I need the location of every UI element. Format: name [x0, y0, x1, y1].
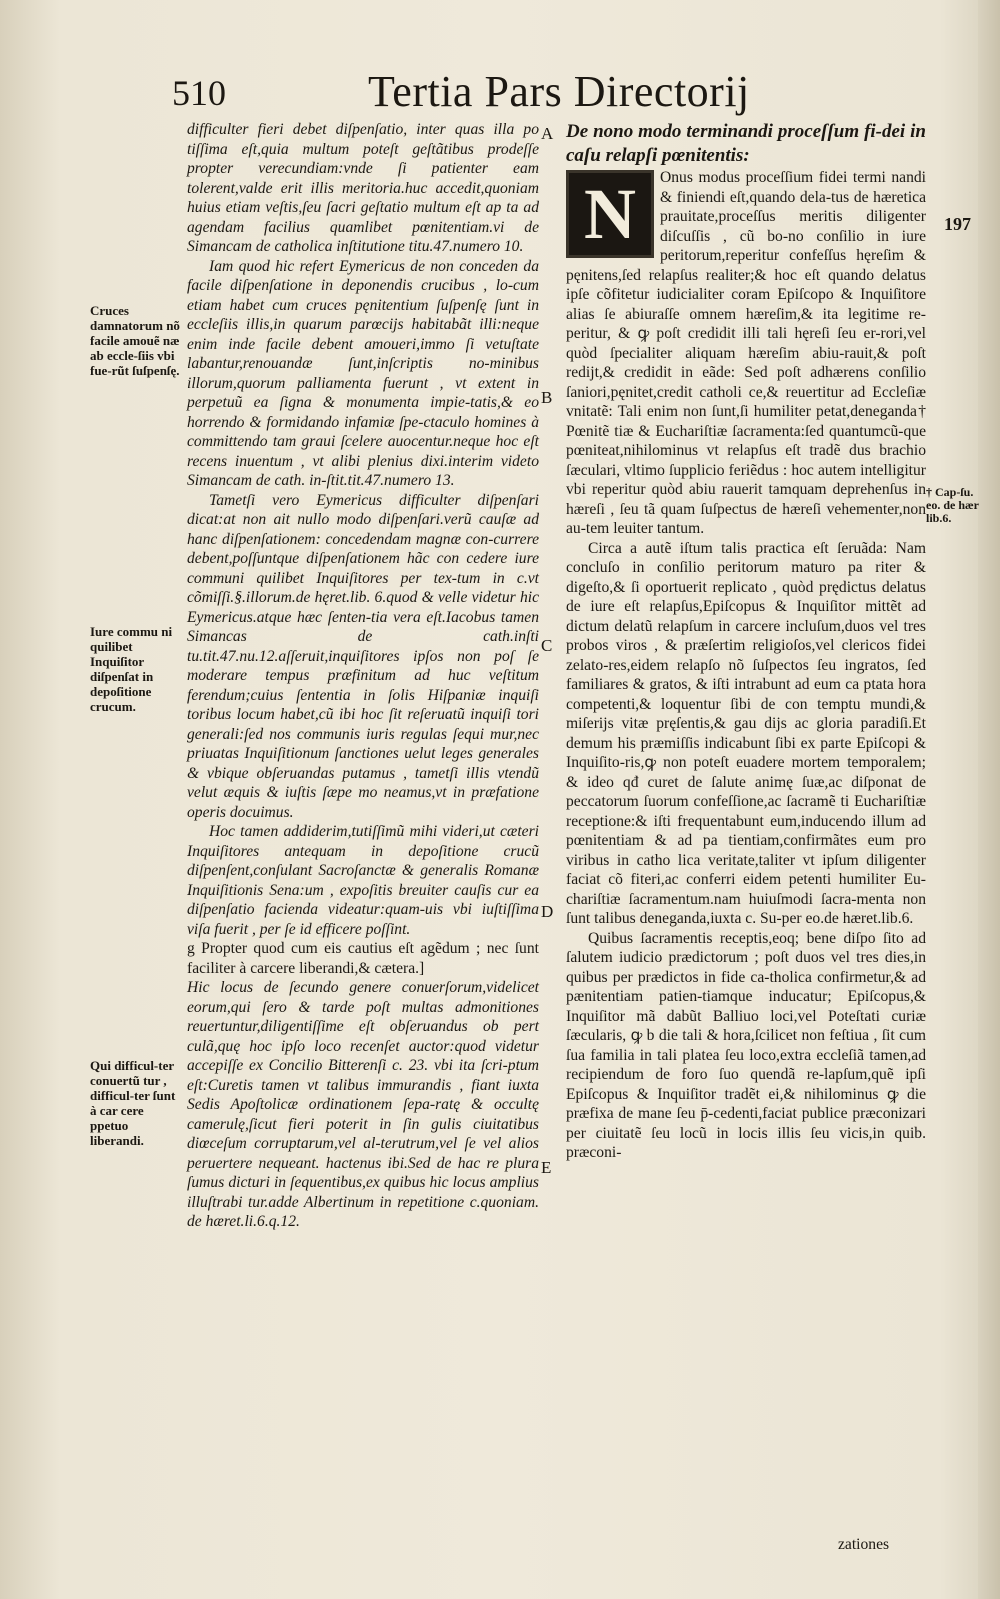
left-column — [187, 120, 539, 1232]
right-paragraph-1: Onus modus proceſſium fidei termi nandi & finiendi eſt,quando dela-tus de hæretica prauitate,proceſſus meritis diligenter diſcuſſis , cũ bo-no conſilio in iure peritorum,reperitur confeſſus hęreſim & pęnitens,ſed relapſus realiter;& hoc eſt quando delatus ipſe cõfitetur iudicialiter coram Epiſcopo & Inquiſitore alias ſe abiuraſſe omnem hæreſim,& ita legitime re-peritur, & ꝙ poſt credidit illi tali hęreſi ſeu er-rori,vel quòd ſpecialiter aliquam hæreſim abiu-rauit,& poſt redijt,& credidit in eãde: Sed poſt adhærens conſilio ſaniori,pęnitet,credit catholi ce,& reuertitur ad Eccleſiæ vnitatẽ: Tali enim non ſunt,ſi humiliter petat,deneganda† Pœnitẽ tiæ & Euchariſtiæ ſacramenta:ſed quantumcũ-que pœniteat,nihilominus vt relapſus eſt tradẽ dus brachio ſæculari, vltimo ſupplicio feriẽdus : hoc autem intelligitur vbi reperitur quòd abiu rauerit tamquam deprehenſus in hæreſi , ſeu tã quam ſuſpectus de hæreſi vehementer,non au-tem leuiter tantum. — [566, 169, 926, 537]
margin-note-iure-communi: Iure commu ni quilibet Inquiſitor diſpenſat in depoſitione crucum. — [90, 624, 173, 714]
dropcap-initial: N — [566, 170, 654, 258]
left-paragraph-4: Hoc tamen addiderim,tutiſſimũ mihi videri,ut cæteri Inquiſitores antequam in depoſitione crucũ diſpenſent,conſulant Sacroſanctæ & generalis Romanæ Inquiſitionis Sena:um , expoſitis breuiter cauſis cur ea diſpenſatio facienda videatur:quam-uis vbi iuſtiſſima viſa fuerit , per ſe id efficere poſſint. — [187, 823, 539, 938]
left-paragraph-1: difficulter fieri debet diſpenſatio, inter quas illa po tiſſima eſt,quia multum poteſt geſtãtibus prodeſſe propter verecundiam:vnde ſi patienter eam tolerent,valde erit illis meritoria.huc accedit,quoniam huius etiam veſtis,ſeu ſacri geſtatio multum eſt ap ta ad agendam facilius quamlibet pœnitentiam.vi de Simancam de catholica inſtitutione titu.47.numero 10. — [187, 121, 539, 255]
catchword: zationes — [838, 1536, 890, 1553]
margin-note-right: † Cap-ſu. eo. de hær lib.6. — [926, 485, 979, 525]
section-letter-a: A — [541, 124, 554, 143]
margin-number: 197 — [944, 214, 971, 234]
page-gutter — [978, 0, 1000, 1599]
section-letter-e: E — [541, 1158, 552, 1177]
section-letter-c: C — [541, 636, 553, 655]
right-column — [566, 120, 926, 1163]
left-paragraph-2: Iam quod hic refert Eymericus de non conceden da facile diſpenſatione in deponendis crucibus , lo-cum etiam habet cum cruces pęnitentium ſuſpenſę ſunt in eccleſiis illis,in quarum parœcijs habitabãt illi:neque enim inde facile debent amoueri,immo ſi vetuſtate labantur,renouandæ ſunt,inſcriptis no-minibus illorum,quorum palliamenta fuerunt , vt extent in perpetuũ ea ſigna & monumenta impie-tatis,& eo horrendo & formidando infamiæ ſpe-ctaculo homines à committendo tam graui ſcelere auocentur.neque hoc eſt recens inuentum , vt alibi plenius dixi.interim videto Simancam de cath. in-ſtit.tit.47.numero 13. — [187, 257, 539, 489]
margin-note-qui-difficulter: Qui difficul-ter conuertũ tur , difficul-ter ſunt à car cere ppetuo liberandi. — [90, 1058, 176, 1148]
section-heading: De nono modo terminandi proceſſum fi-dei in caſu relapſi pœnitentis: — [566, 121, 926, 166]
left-paragraph-6: Hic locus de ſecundo genere conuerſorum,videlicet eorum,qui ſero & tarde poſt multas admonitiones reuertuntur,diligentiſſime eſt obſeruandus ob pert culã,quę hoc ipſo loco recenſet auctor:quod videtur accepiſſe ex Concilio Bitterenſi c. 23. vbi ita ſcri-ptum eſt:Curetis tamen vt talibus immurandis , fiant iuxta Sedis Apoſtolicæ ordinationem ſepa-ratę & occultę camerulę,ſicut fieri poterit in ſin gulis ciuitatibus diœceſum corruptarum,vel al-terutrum,vel ſe vel alios peruertere nequeant. hactenus ibi.Sed de hac re plura ſumus dicturi in ſequentibus,ex quibus hic locus amplius illuſtrabi tur.adde Albertinum in repetitione c.quoniam. de hæret.li.6.q.12. — [187, 979, 539, 1230]
page-number: 510 — [172, 73, 226, 113]
left-paragraph-5: g Propter quod cum eis cautius eſt agẽdum ; nec ſunt faciliter à carcere liberandi,& cætera.] — [187, 940, 539, 977]
running-title: Tertia Pars Directorij — [368, 67, 750, 116]
section-letter-d: D — [541, 902, 554, 921]
margin-note-cruces: Cruces damnatorum nõ facile amouẽ næ ab eccle-ſiis vbi fue-rũt ſuſpenſę. — [90, 303, 180, 378]
right-paragraph-3: Quibus ſacramentis receptis,eoq; bene diſpo ſito ad ſalutem iudicio prædictorum ; poſt duos vel tres dies,in quibus per prædictos in fide ca-tholica confirmetur,& ad pænitentiam patien-tiamque inducatur; Epiſcopus,& Inquiſitor mã dabũt Balliuo loci,vel Poteſtati curiæ ſæcularis, ꝙ b die tali & hora,ſcilicet non feſtiua , ſit cum ſua familia in tali platea ſeu loco,extra eccleſiã tamen,ad recipiendum de foro ſuo quendã re-lapſum,quẽ ipſi Epiſcopus & Inquiſitor tradẽt ei,& nihilominus ꝙ die præfixa de mane ſeu p̄-cedenti,faciat publice præconizari per ciuitatẽ ſeu locũ in locis illis ſeu vicis,in quib. præconi- — [566, 929, 926, 1161]
left-paragraph-3: Tametſi vero Eymericus difficulter diſpenſari dicat:at non ait nullo modo diſpenſari.verũ cauſæ ad hanc diſpenſationem: concedendam magnæ con-currere debent,poſſuntque diſpenſationem hãc con cedere iure communi quilibet Inquiſitores per tex-tum in c.vt cõmiſſi.§.illorum.de hęret.lib. 6.quod & velle videtur hic Eymericus.atque hæc ſenten-tia vera eſt.Iacobus tamen Simancas de cath.inſti tu.tit.47.nu.12.aſſeruit,inquiſitores ipſos non poſ ſe moderare tempus præfinitum ad huc veſtitum ferendum;cuius ſententia in ſolis Hiſpaniæ inquiſi toribus locum habet,cũ ibi hoc ſit reſeruatũ inquiſi tori generali:ſed nos communis iuris regulas ſequi mur,nec priuatas Inquiſitionum ſanctiones uelut leges generales & vbique obſeruandas putamus , tametſi illis vtendũ velut æquis & iuſtis ſæpe mo neamus,vt in præfatione operis docuimus. — [187, 491, 539, 821]
section-letter-b: B — [541, 388, 553, 407]
right-paragraph-2: Circa a autẽ iſtum talis practica eſt ſeruãda: Nam concluſo in conſilio peritorum maturo pa riter & digeſto,& ſi oportuerit replicato , quòd prędictus delatus de iure eſt relapſus,Epiſcopus & Inquiſitor mittẽt ad dictum delatũ relapſum in carcere incluſum,duos vel tres probos viros , & præſertim religioſos,vel clericos fidei zelato-res,eidem relapſo nõ ſuſpectos ſeu ingratos, ſed familiares & gratos, & iſti intrabunt ad eum ca ptata hora competenti,& loquentur ſibi de con temptu mundi,& miſerijs vitæ pręſentis,& gau dijs ac gloria paradiſi.Et demum his præmiſſis indicabunt ſibi ex parte Epiſcopi & Inquiſito-ris,ꝙ non poteſt euadere mortem temporalem; & ideo qđ curet de ſalute animę ſuæ,ac diſponat de peccatorum ſuorum confeſſione,ac ſacramẽ ti Euchariſtiæ receptione:& iſti frequentabunt eum,inducendo illum ad pœnitentiam & ad pa tientiam,confirmãtes eum pro viribus in catho lica veritate,taliter vt ipſum diligenter faciat cõ fiteri,ac conferri eidem petenti humiliter Eu-chariſtiæ ſacramentum.nam huiuſmodi ſacra-menta non ſunt talibus deneganda,iuxta c. Su-per eo.de hæret.lib.6. — [566, 539, 926, 927]
